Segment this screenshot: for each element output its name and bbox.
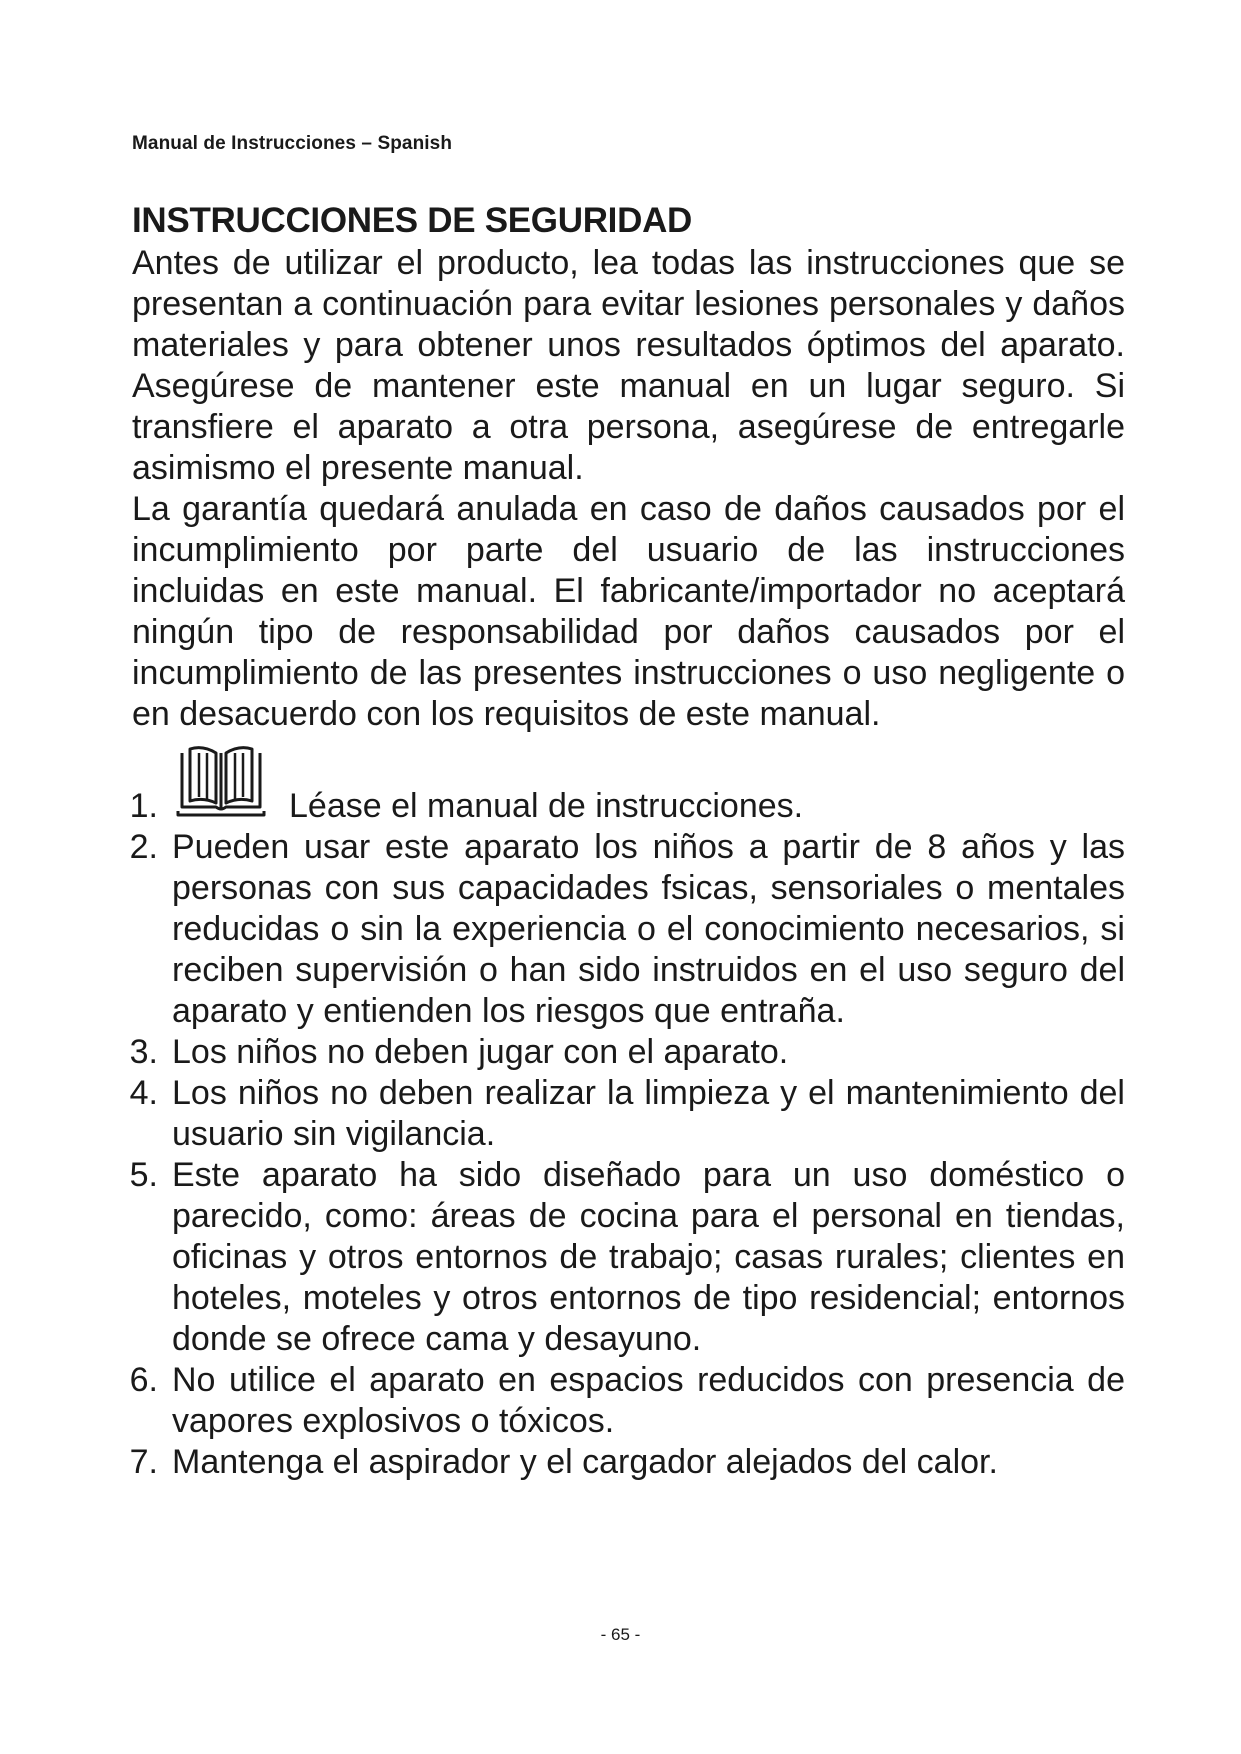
item-text: Los niños no deben jugar con el aparato. xyxy=(172,1033,789,1071)
warranty-paragraph: La garantía quedará anulada en caso de daños causados por el incumplimiento por parte del usuario de las instrucciones incluidas en este manual. El fabricante/importador no aceptará ningún tipo de responsabilidad por daños causados por el incumplimiento de las presentes instrucciones o uso negligente o en desacuerdo con los requisitos de este manual. xyxy=(132,490,1125,733)
item-number: 3. xyxy=(129,1033,158,1071)
item-number: 2. xyxy=(129,828,158,866)
item-number: 5. xyxy=(129,1156,158,1194)
list-item xyxy=(112,745,1125,827)
item-text: Los niños no deben realizar la limpieza y el mantenimiento del usuario sin vigilancia. xyxy=(172,1074,1125,1153)
list-item xyxy=(112,1360,1125,1442)
page-number: - 65 - xyxy=(600,1625,641,1644)
item-number: 4. xyxy=(129,1074,158,1112)
intro-text xyxy=(132,243,1125,735)
item-text: No utilice el aparato en espacios reducidos con presencia de vapores explosivos o tóxicos. xyxy=(172,1361,1125,1440)
intro-paragraph: Antes de utilizar el producto, lea todas las instrucciones que se presentan a continuación para evitar lesiones personales y daños materiales y para obtener unos resultados óptimos del aparato. Asegúrese de mantener este manual en un lugar seguro. Si transfiere el aparato a otra persona, asegúrese de entregarle asimismo el presente manual. xyxy=(132,244,1125,487)
item-number: 1. xyxy=(129,787,158,825)
list-item xyxy=(112,827,1125,1032)
item-number: 6. xyxy=(129,1361,158,1399)
list-item xyxy=(112,1442,1125,1483)
book-icon xyxy=(176,745,266,820)
list-item xyxy=(112,1073,1125,1155)
item-text: Léase el manual de instrucciones. xyxy=(289,787,804,825)
item-text: Este aparato ha sido diseñado para un uso doméstico o parecido, como: áreas de cocina para el personal en tiendas, oficinas y otros entornos de trabajo; casas rurales; clientes en hoteles, moteles y otros entornos de tipo residencial; entornos donde se ofrece cama y desayuno. xyxy=(172,1156,1125,1358)
safety-instructions-list xyxy=(112,745,1125,1483)
section-title: INSTRUCCIONES DE SEGURIDAD xyxy=(132,201,693,240)
running-header: Manual de Instrucciones – Spanish xyxy=(132,133,453,154)
item-text: Pueden usar este aparato los niños a partir de 8 años y las personas con sus capacidades fsicas, sensoriales o mentales reducidas o sin la experiencia o el conocimiento necesarios, si reciben supervisión o han sido instruidos en el uso seguro del aparato y entienden los riesgos que entraña. xyxy=(172,828,1125,1030)
item-number: 7. xyxy=(129,1443,158,1481)
list-item xyxy=(112,1032,1125,1073)
list-item xyxy=(112,1155,1125,1360)
item-text: Mantenga el aspirador y el cargador alejados del calor. xyxy=(172,1443,998,1481)
